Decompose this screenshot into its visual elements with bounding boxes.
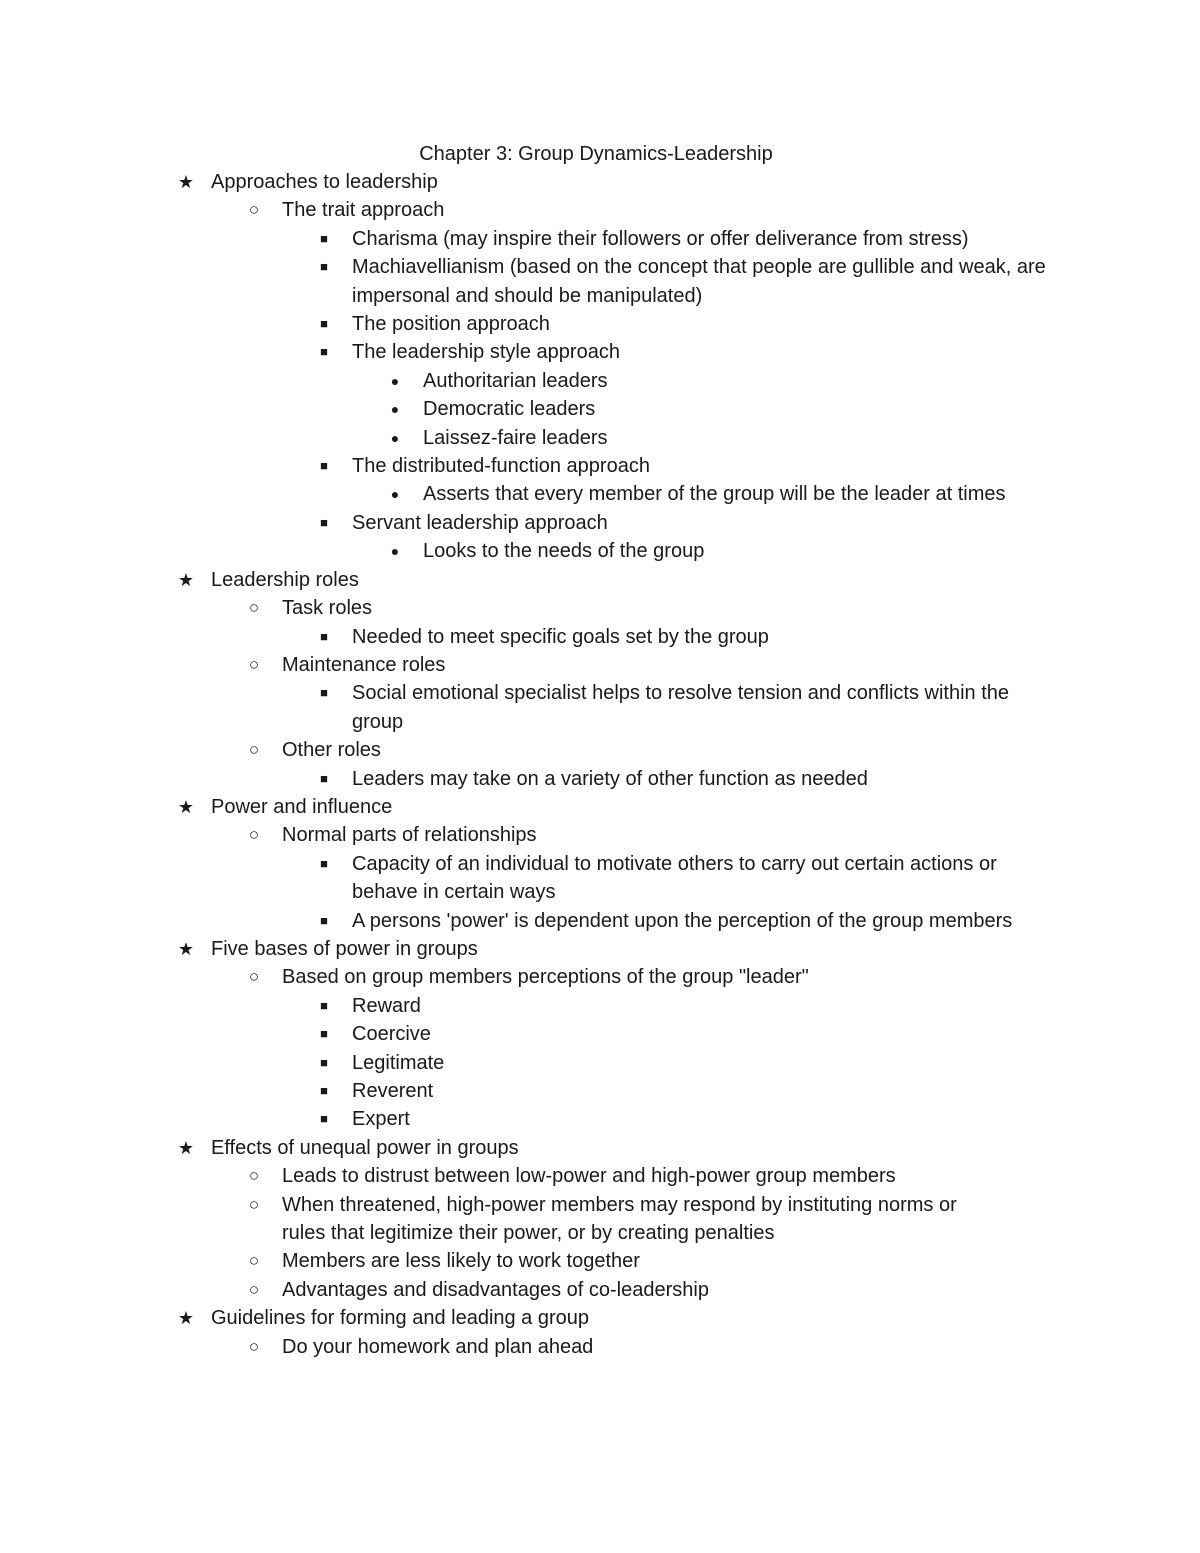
hollow-circle-bullet-icon: ○ xyxy=(248,825,260,845)
list-item xyxy=(0,424,1200,452)
list-item xyxy=(0,1276,1200,1304)
hollow-circle-bullet-icon: ○ xyxy=(248,654,260,674)
list-item xyxy=(0,395,1200,423)
square-bullet-icon: ■ xyxy=(320,1054,328,1070)
list-item xyxy=(0,537,1200,565)
star-bullet-icon: ★ xyxy=(177,1137,195,1158)
star-bullet-icon: ★ xyxy=(177,1308,195,1329)
square-bullet-icon: ■ xyxy=(320,685,328,701)
list-item xyxy=(0,992,1200,1020)
item-text: The leadership style approach xyxy=(352,341,620,364)
hollow-circle-bullet-icon: ○ xyxy=(248,1279,260,1299)
heading-text: Leadership roles xyxy=(211,568,359,591)
item-text: Maintenance roles xyxy=(282,653,446,676)
item-text: The distributed-function approach xyxy=(352,455,650,478)
list-item xyxy=(0,765,1200,793)
hollow-circle-bullet-icon: ○ xyxy=(248,1251,260,1271)
item-text: Charisma (may inspire their followers or offer deliverance from stress) xyxy=(352,227,969,250)
item-text: Capacity of an individual to motivate others to carry out certain actions or behave in certain ways xyxy=(352,852,997,904)
item-text: The trait approach xyxy=(282,199,445,222)
outline-list xyxy=(0,168,1200,1361)
filled-circle-bullet-icon: ● xyxy=(390,429,400,446)
item-text: Social emotional specialist helps to resolve tension and conflicts within the group xyxy=(352,682,1010,733)
item-text: Other roles xyxy=(282,739,381,762)
list-item xyxy=(0,225,1200,253)
filled-circle-bullet-icon: ● xyxy=(390,486,400,503)
heading-text: Approaches to leadership xyxy=(211,171,438,193)
square-bullet-icon: ■ xyxy=(320,458,328,474)
item-text: Machiavellianism (based on the concept that people are gullible and weak, are impersonal and should be manipulated) xyxy=(352,256,1046,307)
list-item xyxy=(0,651,1200,679)
item-text: Asserts that every member of the group will be the leader at times xyxy=(423,483,1006,506)
heading-text: Effects of unequal power in groups xyxy=(211,1136,519,1159)
list-item xyxy=(0,1333,1200,1361)
square-bullet-icon: ■ xyxy=(320,1026,328,1042)
list-item xyxy=(0,1162,1200,1190)
list-item xyxy=(0,480,1200,508)
square-bullet-icon: ■ xyxy=(320,628,328,644)
heading-text: Guidelines for forming and leading a group xyxy=(211,1307,590,1330)
outline-heading xyxy=(0,566,1200,594)
item-text: Servant leadership approach xyxy=(352,511,608,534)
hollow-circle-bullet-icon: ○ xyxy=(248,1166,260,1186)
item-text: Needed to meet specific goals set by the group xyxy=(352,625,769,648)
item-text: Task roles xyxy=(282,597,373,620)
square-bullet-icon: ■ xyxy=(320,344,328,360)
hollow-circle-bullet-icon: ○ xyxy=(248,200,260,220)
outline-heading xyxy=(0,1304,1200,1332)
list-item xyxy=(0,253,1200,310)
item-text: Authoritarian leaders xyxy=(423,369,608,392)
item-text: Do your homework and plan ahead xyxy=(282,1335,594,1358)
outline-heading xyxy=(0,168,1200,196)
item-text: Reverent xyxy=(352,1080,434,1102)
heading-text: Power and influence xyxy=(211,795,393,818)
list-item xyxy=(0,1020,1200,1048)
item-text: The position approach xyxy=(352,313,550,336)
hollow-circle-bullet-icon: ○ xyxy=(248,740,260,760)
star-bullet-icon: ★ xyxy=(177,172,195,192)
filled-circle-bullet-icon: ● xyxy=(390,543,400,560)
item-text: Members are less likely to work together xyxy=(282,1250,640,1273)
list-item xyxy=(0,907,1200,935)
star-bullet-icon: ★ xyxy=(177,938,195,959)
list-item xyxy=(0,679,1200,736)
square-bullet-icon: ■ xyxy=(320,770,328,786)
item-text: Advantages and disadvantages of co-leadership xyxy=(282,1278,709,1301)
outline-heading xyxy=(0,1134,1200,1162)
item-text: Normal parts of relationships xyxy=(282,824,537,847)
item-text: Looks to the needs of the group xyxy=(423,540,705,563)
item-text: Expert xyxy=(352,1108,410,1131)
item-text: Legitimate xyxy=(352,1051,445,1074)
hollow-circle-bullet-icon: ○ xyxy=(248,967,260,987)
list-item xyxy=(0,367,1200,395)
item-text: Leaders may take on a variety of other function as needed xyxy=(352,767,868,790)
item-text: Laissez-faire leaders xyxy=(423,426,608,449)
list-item xyxy=(0,1049,1200,1077)
list-item xyxy=(0,1191,1200,1248)
list-item xyxy=(0,821,1200,849)
outline-heading xyxy=(0,793,1200,821)
square-bullet-icon: ■ xyxy=(320,514,328,530)
square-bullet-icon: ■ xyxy=(320,259,328,275)
list-item xyxy=(0,594,1200,622)
item-text: Coercive xyxy=(352,1023,431,1046)
list-item xyxy=(0,1247,1200,1275)
square-bullet-icon: ■ xyxy=(320,997,328,1013)
item-text: When threatened, high-power members may respond by instituting norms or rules that legitimize their power, or by creating penalties xyxy=(282,1193,957,1245)
list-item xyxy=(0,736,1200,764)
list-item xyxy=(0,310,1200,338)
item-text: A persons 'power' is dependent upon the perception of the group members xyxy=(352,909,1013,932)
list-item xyxy=(0,963,1200,991)
hollow-circle-bullet-icon: ○ xyxy=(248,598,260,618)
list-item xyxy=(0,1077,1200,1105)
hollow-circle-bullet-icon: ○ xyxy=(248,1336,260,1356)
item-text: Reward xyxy=(352,994,421,1017)
star-bullet-icon: ★ xyxy=(177,569,195,590)
list-item xyxy=(0,338,1200,366)
list-item xyxy=(0,196,1200,224)
list-item xyxy=(0,623,1200,651)
item-text: Leads to distrust between low-power and high-power group members xyxy=(282,1165,896,1188)
list-item xyxy=(0,452,1200,480)
square-bullet-icon: ■ xyxy=(320,316,328,332)
list-item xyxy=(0,1105,1200,1133)
square-bullet-icon: ■ xyxy=(320,855,328,871)
star-bullet-icon: ★ xyxy=(177,796,195,817)
page-title: Chapter 3: Group Dynamics-Leadership xyxy=(419,143,773,165)
filled-circle-bullet-icon: ● xyxy=(390,401,400,418)
item-text: Democratic leaders xyxy=(423,398,596,421)
square-bullet-icon: ■ xyxy=(320,230,328,246)
heading-text: Five bases of power in groups xyxy=(211,937,478,960)
list-item xyxy=(0,509,1200,537)
square-bullet-icon: ■ xyxy=(320,912,328,928)
outline-heading xyxy=(0,935,1200,963)
list-item xyxy=(0,850,1200,907)
item-text: Based on group members perceptions of the group "leader" xyxy=(282,966,809,989)
square-bullet-icon: ■ xyxy=(320,1111,328,1127)
filled-circle-bullet-icon: ● xyxy=(390,372,400,389)
hollow-circle-bullet-icon: ○ xyxy=(248,1194,260,1214)
square-bullet-icon: ■ xyxy=(320,1083,328,1098)
